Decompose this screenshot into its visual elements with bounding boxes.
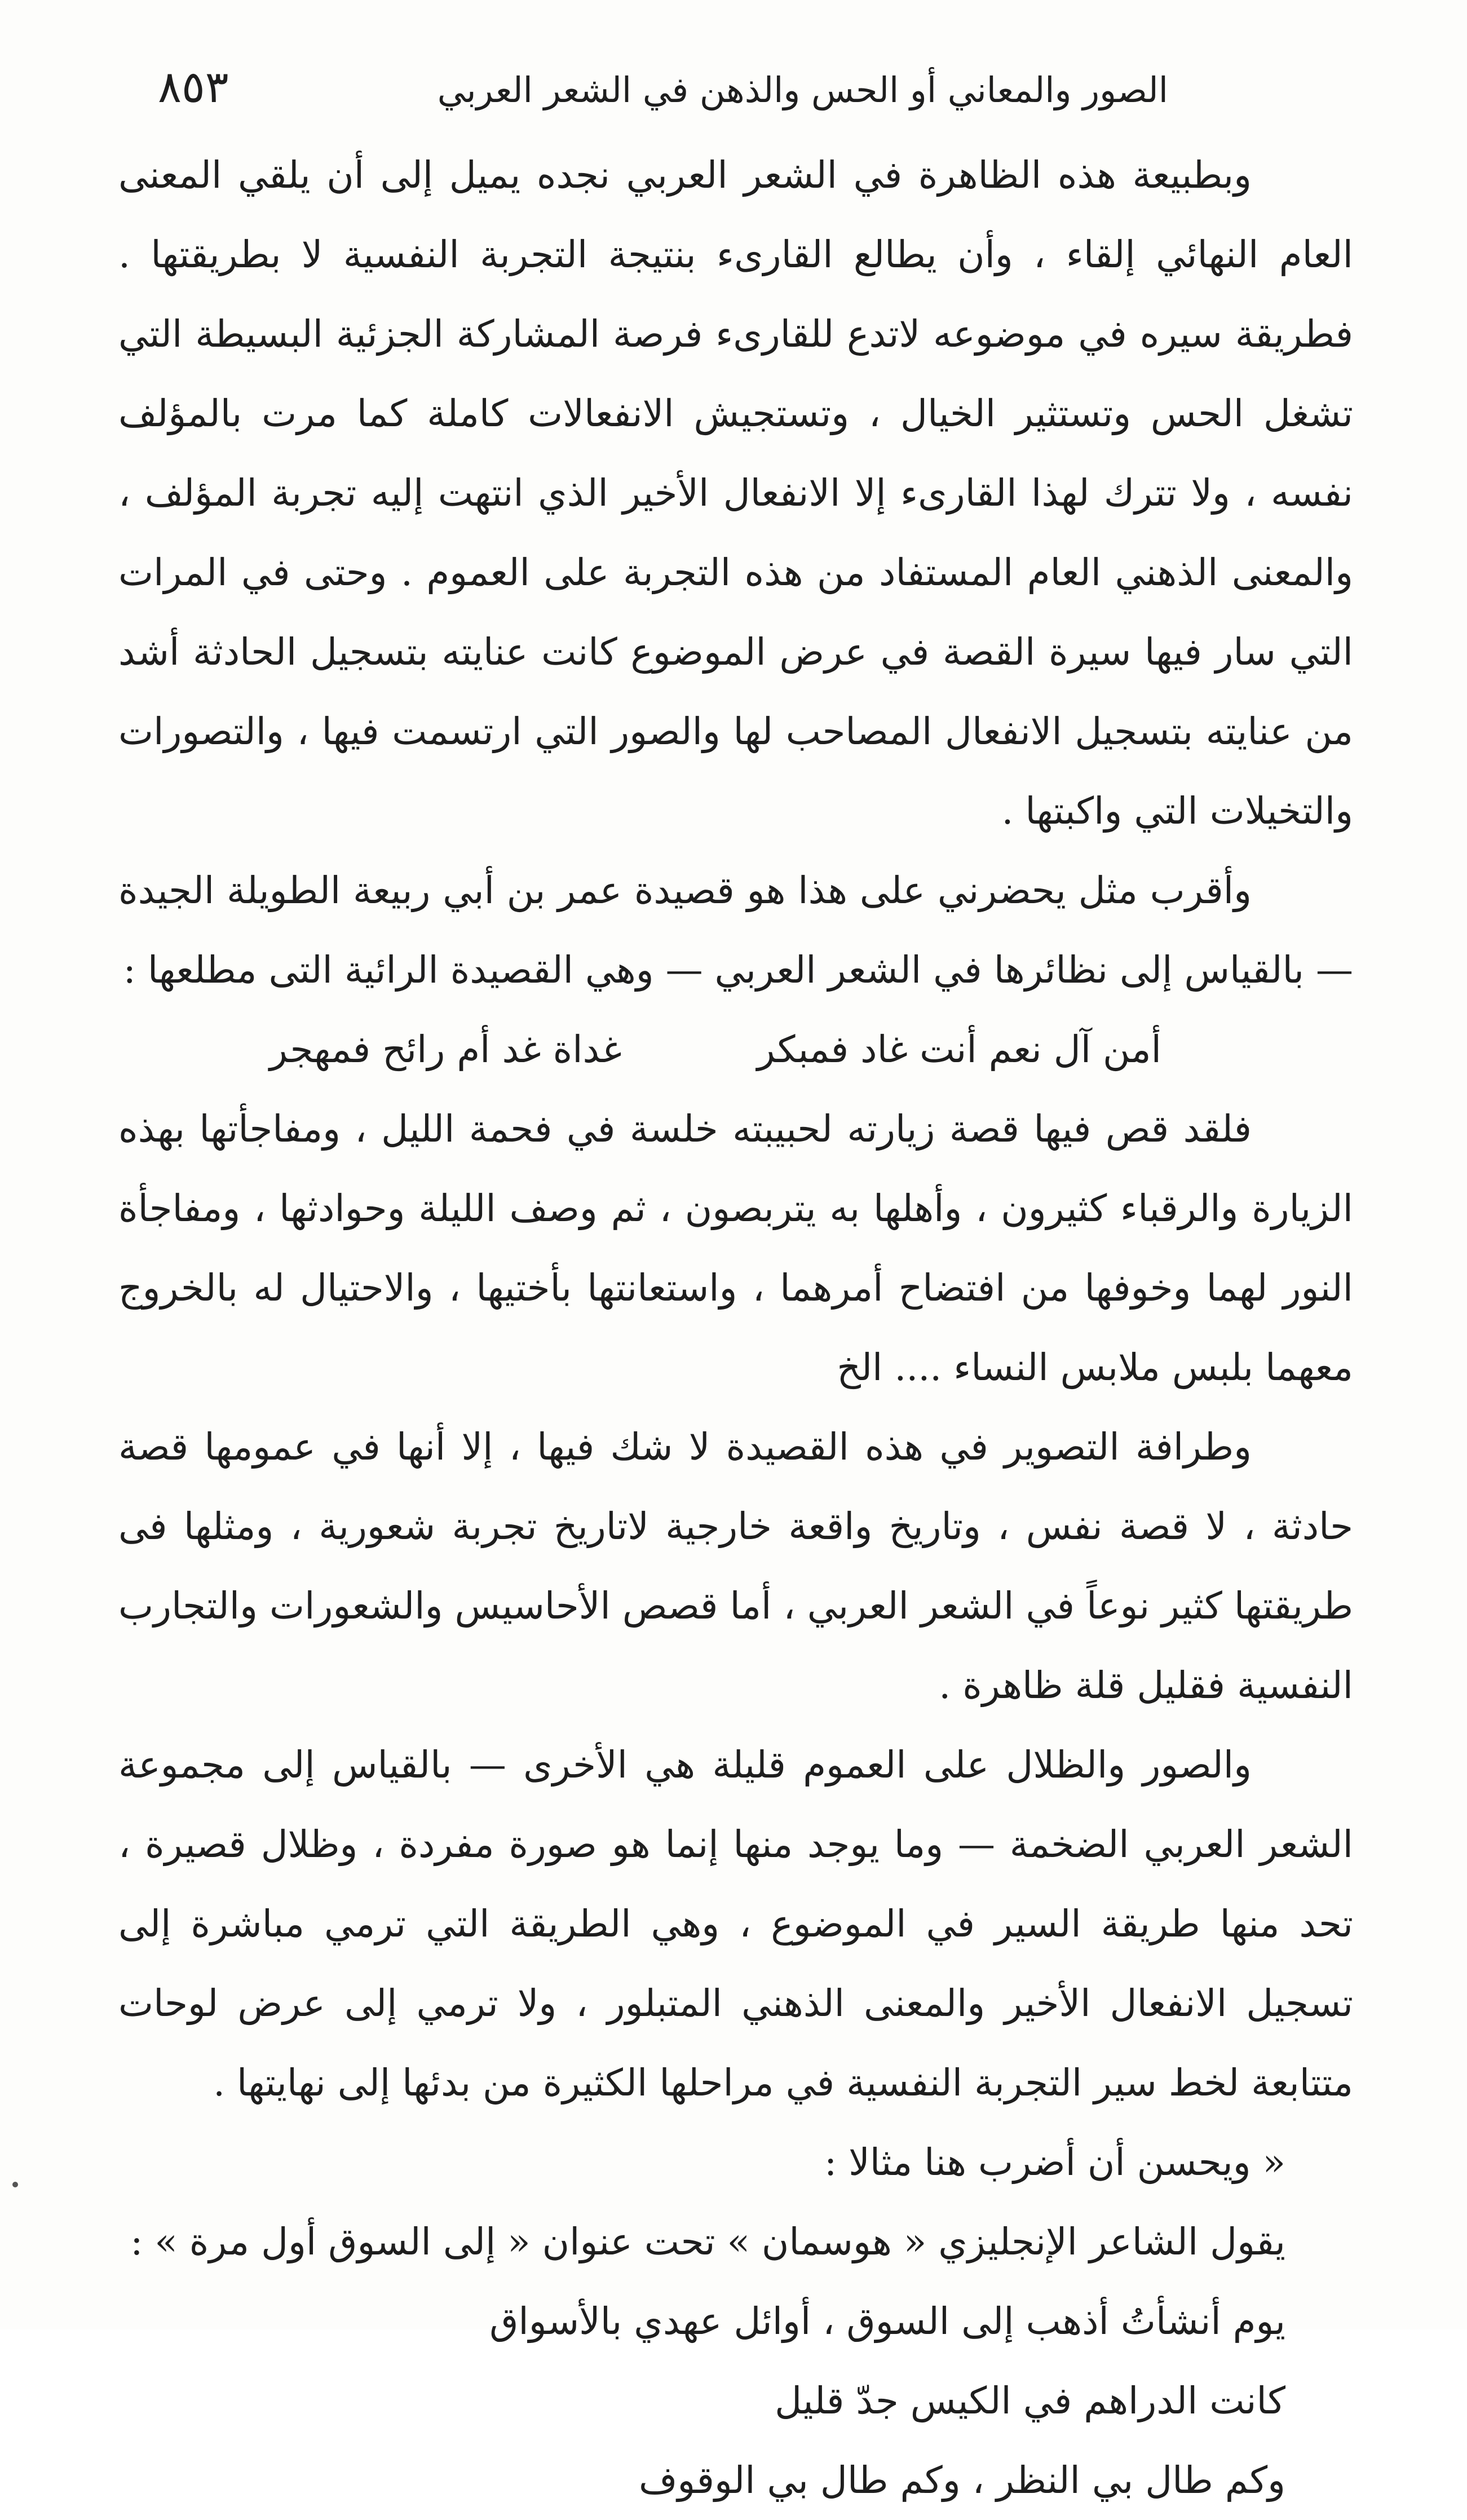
- paragraph-1: وبطبيعة هذه الظاهرة في الشعر العربي نجده يميل إلى أن يلقي المعنى العام النهائي إلقاء ، وأن يطالع القارىء بنتيجة التجربة النفسية لا بطريقتها . فطريقة سيره في موضوعه لاتدع للقارىء فرصة المشاركة الجزئية البسيطة التي تشغل الحس وتستثير الخيال ، وتستجيش الانفعالات كاملة كما مرت بالمؤلف نفسه ، ولا تترك لهذا القارىء إلا الانفعال الأخير الذي انتهت إليه تجربة المؤلف ، والمعنى الذهني العام المستفاد من هذه التجربة على العموم . وحتى في المرات التي سار فيها سيرة القصة في عرض الموضوع كانت عنايته بتسجيل الحادثة أشد من عنايته بتسجيل الانفعال المصاحب لها والصور التي ارتسمت فيها ، والتصورات والتخيلات التي واكبتها .: [118, 153, 1353, 833]
- opening-verse: [118, 1010, 1353, 1089]
- verse-first-hemistich: أمن آل نعم أنت غاد فمبكر: [757, 1028, 1161, 1071]
- verse-second-hemistich: غداة غد أم رائح فمهجر: [269, 1028, 622, 1071]
- running-title: الصور والمعاني أو الحس والذهن في الشعر العربي: [437, 69, 1168, 110]
- scan-speck: [12, 2182, 18, 2187]
- page-body: [118, 135, 1353, 2520]
- paragraph-5: والصور والظلال على العموم قليلة هي الأخرى — بالقياس إلى مجموعة الشعر العربي الضخمة — وما يوجد منها إنما هو صورة مفردة ، وظلال قصيرة ، تحد منها طريقة السير في الموضوع ، وهي الطريقة التي ترمي مباشرة إلى تسجيل الانفعال الأخير والمعنى الذهني المتبلور ، ولا ترمي إلى عرض لوحات متتابعة لخط سير التجربة النفسية في مراحلها الكثيرة من بدئها إلى نهايتها .: [118, 1743, 1353, 2105]
- page-header: [141, 62, 1298, 124]
- poem-line-1: يوم أنشأتُ أذهب إلى السوق ، أوائل عهدي بالأسواق: [489, 2300, 1285, 2343]
- poem-intro: يقول الشاعر الإنجليزي « هوسمان » تحت عنوان « إلى السوق أول مرة » :: [130, 2220, 1285, 2263]
- poem-line-2: كانت الدراهم في الكيس جدّ قليل: [775, 2379, 1285, 2422]
- poem-line-3: وكم طال بي النظر ، وكم طال بي الوقوف: [638, 2459, 1285, 2502]
- paragraph-4: وطرافة التصوير في هذه القصيدة لا شك فيها ، إلا أنها في عمومها قصة حادثة ، لا قصة نفس ، وتاريخ واقعة خارجية لاتاريخ تجربة شعورية ، ومثلها فى طريقتها كثير نوعاً في الشعر العربي ، أما قصص الأحاسيس والشعورات والتجارب النفسية فقليل قلة ظاهرة .: [118, 1425, 1353, 1707]
- paragraph-2: وأقرب مثل يحضرني على هذا هو قصيدة عمر بن أبي ربيعة الطويلة الجيدة — بالقياس إلى نظائرها في الشعر العربي — وهي القصيدة الرائية التى مطلعها :: [118, 869, 1353, 992]
- paragraph-3: فلقد قص فيها قصة زيارته لحبيبته خلسة في فحمة الليل ، ومفاجأتها بهذه الزيارة والرقباء كثيرون ، وأهلها به يتربصون ، ثم وصف الليلة وحوادثها ، ومفاجأة النور لهما وخوفها من افتضاح أمرهما ، واستعانتها بأختيها ، والاحتيال له بالخروج معهما بلبس ملابس النساء .... الخ: [118, 1107, 1353, 1389]
- example-intro: « ويحسن أن أضرب هنا مثالا :: [824, 2141, 1285, 2184]
- page-number: ٨٥٣: [158, 62, 229, 113]
